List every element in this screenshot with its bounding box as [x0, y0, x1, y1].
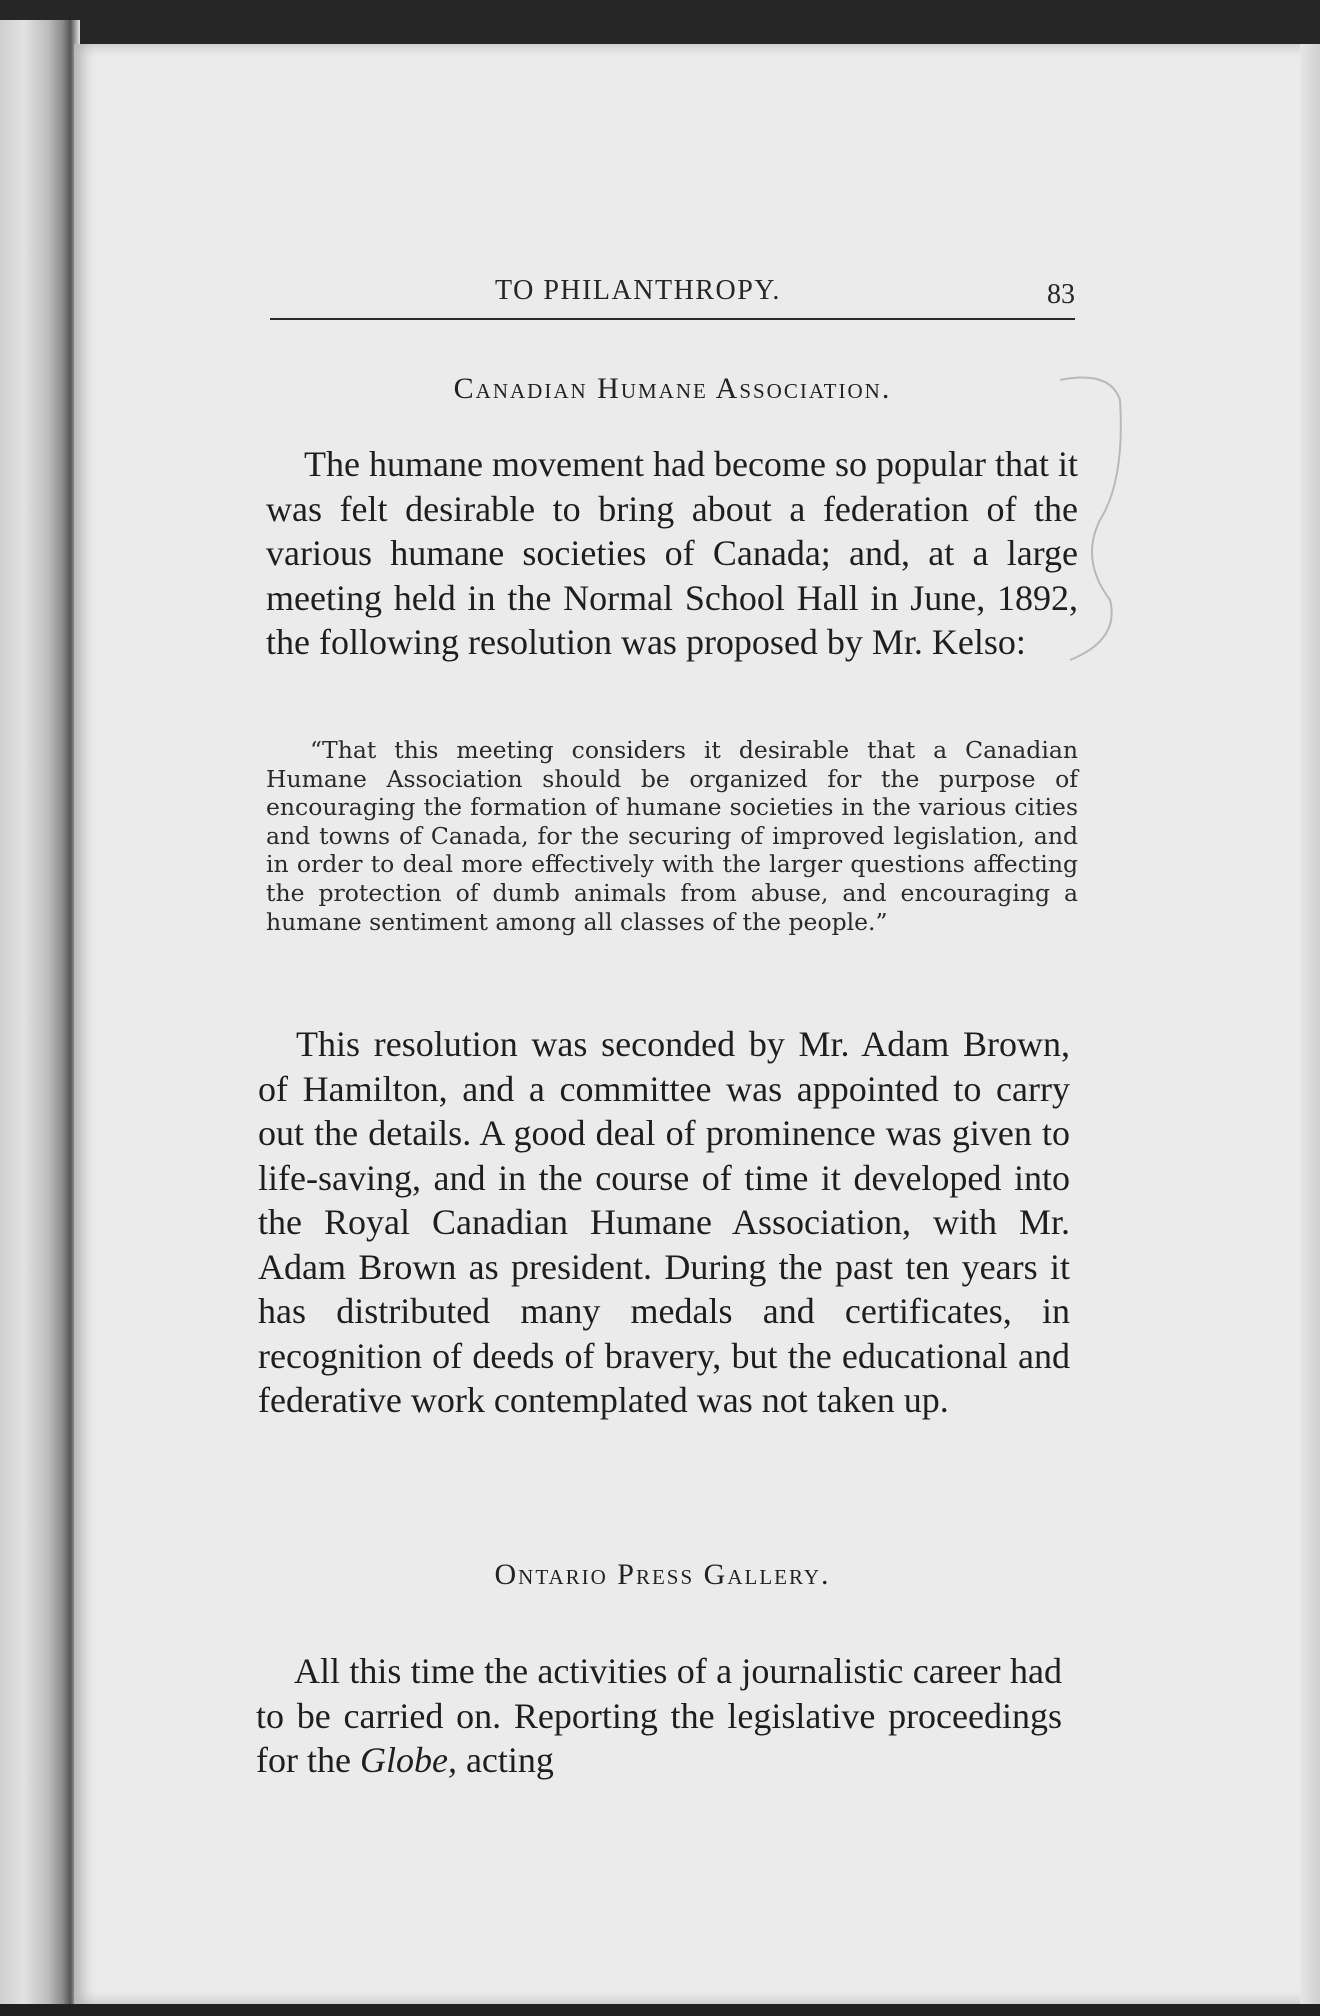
paragraph-text-start: All this time the activities of a journalistic career had to be carried on. Reporting the legislative proceedings for the	[256, 1651, 1062, 1780]
scan-bottom-border	[0, 2004, 1320, 2016]
running-head	[270, 275, 1075, 315]
section-heading-humane-association: Canadian Humane Association.	[453, 372, 892, 405]
page-number: 83	[1047, 279, 1075, 310]
page-right-edge	[1300, 44, 1320, 2004]
section-heading-press-gallery: Ontario Press Gallery.	[494, 1558, 831, 1591]
facing-page-edge	[0, 20, 80, 2010]
paragraph-journalistic-career	[256, 1649, 1062, 1783]
resolution-quote: “That this meeting considers it desirable that a Canadian Humane Association should be organized for the purpose of encouraging the formation of humane societies in the various cities and towns of Canada, for the securing of improved legislation, and in order to deal more effectively with the larger questions affecting the protection of dumb animals from abuse, and encouraging a humane sentiment among all classes of the people.”	[266, 736, 1078, 936]
scan-top-border	[0, 0, 1320, 48]
paragraph-humane-movement: The humane movement had become so popular that it was felt desirable to bring about a federation of the various humane societies of Canada; and, at a large meeting held in the Normal School Hall in June, 1892, the following resolution was proposed by Mr. Kelso:	[266, 444, 1078, 662]
running-title: TO PHILANTHROPY.	[495, 275, 781, 306]
paragraph-text-end: acting	[456, 1740, 554, 1780]
newspaper-title: Globe,	[359, 1740, 457, 1780]
paragraph-resolution-seconded: This resolution was seconded by Mr. Adam Brown, of Hamilton, and a committee was appointed to carry out the details. A good deal of prominence was given to life-saving, and in the course of time it developed into the Royal Canadian Humane Association, with Mr. Adam Brown as president. During the past ten years it has distributed many medals and certificates, in recognition of deeds of bravery, but the educational and federative work contemplated was not taken up.	[258, 1024, 1070, 1420]
header-rule	[270, 318, 1075, 320]
